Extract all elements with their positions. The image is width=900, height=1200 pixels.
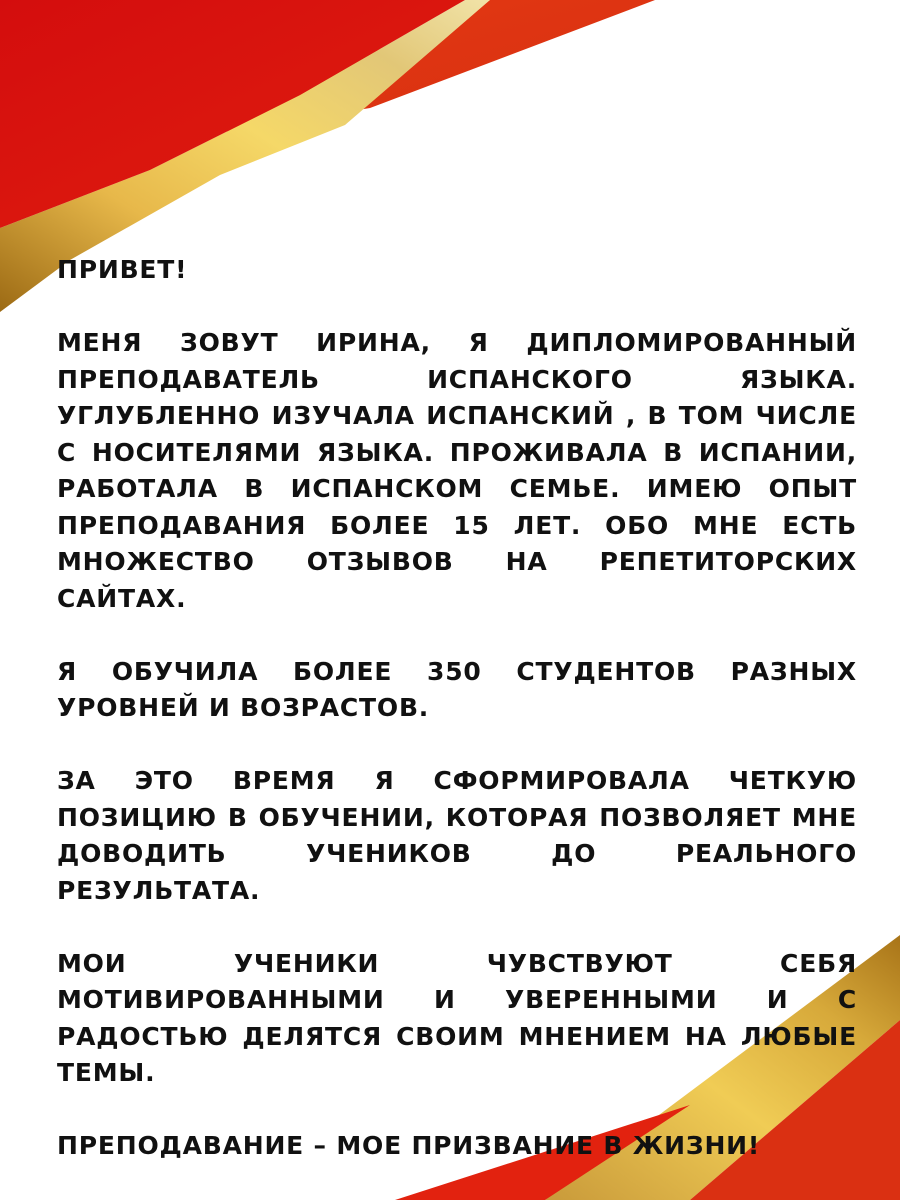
motivation-paragraph: МОИ УЧЕНИКИ ЧУВСТВУЮТ СЕБЯ МОТИВИРОВАННЫМИ И УВЕРЕННЫМИ И С РАДОСТЬЮ ДЕЛЯТСЯ СВОИМ МНЕНИЕМ НА ЛЮБЫЕ ТЕМЫ. [57, 948, 857, 1087]
position-paragraph: ЗА ЭТО ВРЕМЯ Я СФОРМИРОВАЛА ЧЕТКУЮ ПОЗИЦИЮ В ОБУЧЕНИИ, КОТОРАЯ ПОЗВОЛЯЕТ МНЕ ДОВОДИТЬ УЧЕНИКОВ ДО РЕАЛЬНОГО РЕЗУЛЬТАТА. [57, 766, 857, 905]
students-paragraph: Я ОБУЧИЛА БОЛЕЕ 350 СТУДЕНТОВ РАЗНЫХ УРОВНЕЙ И ВОЗРАСТОВ. [57, 656, 857, 722]
bio-text [57, 252, 857, 1165]
greeting: ПРИВЕТ! [57, 255, 188, 284]
closing-line: ПРЕПОДАВАНИЕ – МОЕ ПРИЗВАНИЕ В ЖИЗНИ! [57, 1131, 761, 1160]
intro-paragraph: МЕНЯ ЗОВУТ ИРИНА, Я ДИПЛОМИРОВАННЫЙ ПРЕПОДАВАТЕЛЬ ИСПАНСКОГО ЯЗЫКА. УГЛУБЛЕННО ИЗУЧАЛА ИСПАНСКИЙ , В ТОМ ЧИСЛЕ С НОСИТЕЛЯМИ ЯЗЫКА. ПРОЖИВАЛА В ИСПАНИИ, РАБОТАЛА В ИСПАНСКОМ СЕМЬЕ. ИМЕЮ ОПЫТ ПРЕПОДАВАНИЯ БОЛЕЕ 15 ЛЕТ. ОБО МНЕ ЕСТЬ МНОЖЕСТВО ОТЗЫВОВ НА РЕПЕТИТОРСКИХ САЙТАХ. [57, 328, 857, 613]
top-left-red-triangle [0, 0, 465, 228]
